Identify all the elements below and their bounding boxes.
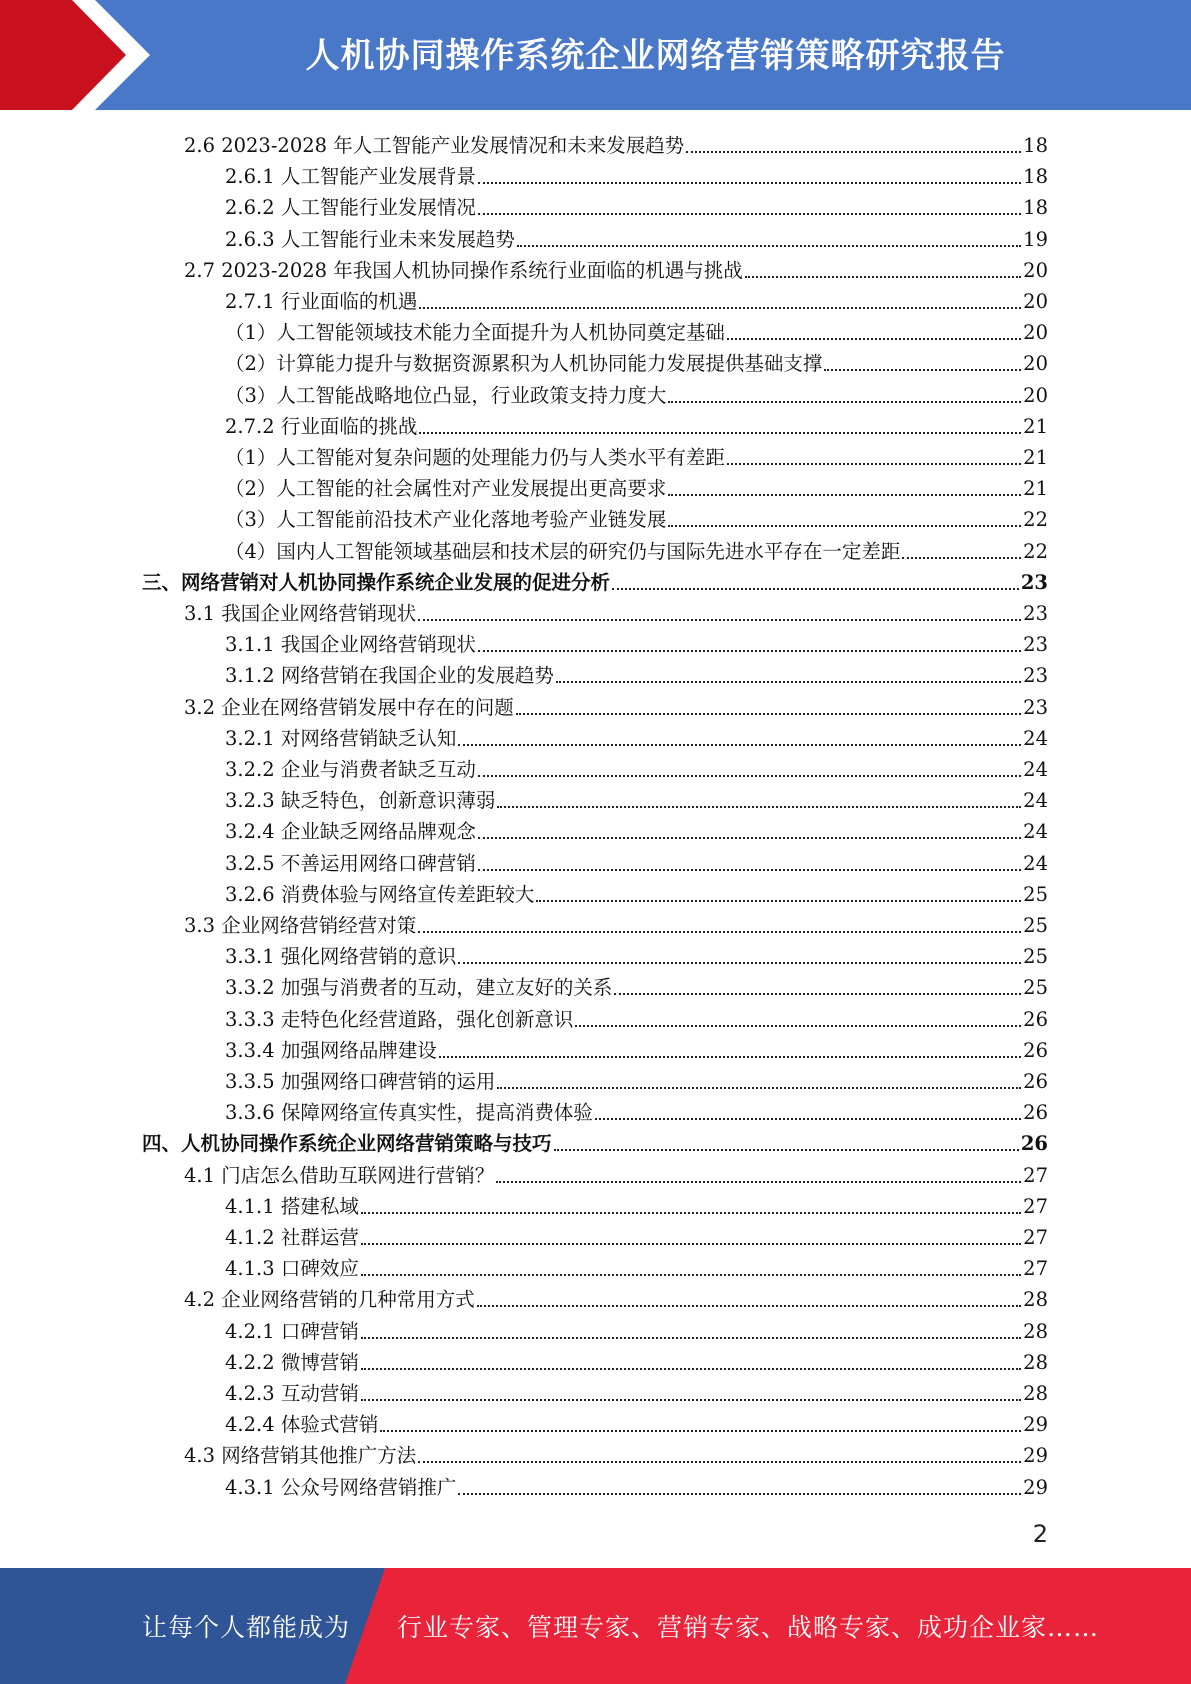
toc-entry[interactable]: [225, 1406, 1048, 1437]
toc-entry-label: （2）人工智能的社会属性对产业发展提出更高要求: [225, 477, 667, 501]
toc-entry[interactable]: [225, 751, 1048, 782]
toc-entry[interactable]: [225, 1313, 1048, 1344]
toc-dot-leader: [727, 338, 1021, 340]
toc-entry[interactable]: [225, 1469, 1048, 1500]
toc-entry-label: （4）国内人工智能领域基础层和技术层的研究仍与国际先进水平存在一定差距: [225, 539, 901, 563]
footer-slogan-right: 行业专家、管理专家、营销专家、战略专家、成功企业家……: [397, 1613, 1100, 1642]
toc-entry-label: 3.1 我国企业网络营销现状: [184, 602, 417, 625]
toc-entry[interactable]: [225, 408, 1048, 439]
toc-entry-label: 4.2.1 口碑营销: [225, 1319, 359, 1343]
toc-entry[interactable]: [184, 1281, 1048, 1312]
toc-entry[interactable]: [225, 782, 1048, 813]
toc-entry-page: 25: [1023, 882, 1048, 906]
toc-entry-page: 24: [1023, 758, 1048, 781]
toc-entry-page: 21: [1023, 414, 1048, 438]
toc-dot-leader: [575, 1025, 1021, 1027]
toc-dot-leader: [612, 588, 1019, 590]
toc-entry-page: 29: [1023, 1475, 1048, 1499]
toc-entry-page: 20: [1023, 383, 1048, 407]
toc-entry-label: 4.2.2 微博营销: [225, 1350, 359, 1374]
toc-entry[interactable]: [225, 1188, 1048, 1219]
toc-dot-leader: [668, 401, 1021, 403]
page-header: [0, 0, 1191, 110]
toc-entry-page: 28: [1023, 1350, 1048, 1374]
toc-entry-label: 4.3 网络营销其他推广方法: [184, 1444, 417, 1468]
toc-entry-label: 3.1.1 我国企业网络营销现状: [225, 633, 476, 657]
toc-entry[interactable]: [225, 938, 1048, 969]
toc-entry-label: 3.3.4 加强网络品牌建设: [225, 1038, 437, 1062]
toc-entry[interactable]: [225, 657, 1048, 688]
toc-entry[interactable]: [225, 1250, 1048, 1281]
toc-entry-page: 27: [1023, 1226, 1048, 1249]
toc-entry[interactable]: [184, 1437, 1048, 1468]
toc-entry[interactable]: [225, 969, 1048, 1000]
toc-entry[interactable]: [225, 1032, 1048, 1063]
toc-entry-page: 25: [1023, 914, 1048, 937]
toc-entry-label: 4.1 门店怎么借助互联网进行营销？: [184, 1163, 495, 1187]
toc-entry[interactable]: [225, 221, 1048, 252]
toc-entry[interactable]: [225, 470, 1048, 501]
toc-entry-page: 20: [1023, 321, 1048, 345]
toc-entry-page: 20: [1023, 352, 1048, 376]
toc-entry-label: 3.2.4 企业缺乏网络品牌观念: [225, 820, 476, 844]
toc-dot-leader: [668, 525, 1021, 527]
toc-entry[interactable]: [225, 720, 1048, 751]
toc-dot-leader: [361, 1243, 1021, 1245]
toc-entry-label: 3.2.3 缺乏特色，创新意识薄弱: [225, 789, 496, 813]
toc-entry-label: 3.3.2 加强与消费者的互动，建立友好的关系: [225, 976, 613, 1000]
toc-entry-label: 4.1.2 社群运营: [225, 1226, 359, 1249]
toc-entry-page: 23: [1023, 664, 1048, 688]
toc-entry[interactable]: [184, 689, 1048, 720]
toc-entry-label: 4.1.1 搭建私域: [225, 1194, 359, 1218]
toc-dot-leader: [614, 993, 1021, 995]
toc-dot-leader: [517, 245, 1021, 247]
toc-dot-leader: [361, 1212, 1021, 1214]
toc-dot-leader: [478, 775, 1021, 777]
toc-entry-label: 3.3.6 保障网络宣传真实性，提高消费体验: [225, 1101, 593, 1125]
toc-entry-page: 22: [1023, 508, 1048, 532]
toc-entry-label: 2.6.1 人工智能产业发展背景: [225, 165, 476, 189]
toc-entry[interactable]: [225, 158, 1048, 189]
toc-entry-page: 23: [1020, 570, 1048, 594]
toc-entry-page: 27: [1023, 1257, 1048, 1281]
toc-entry[interactable]: [184, 595, 1048, 626]
toc-entry-label: 2.6 2023-2028 年人工智能产业发展情况和未来发展趋势: [184, 134, 685, 157]
toc-entry-page: 24: [1023, 851, 1048, 875]
toc-entry[interactable]: [142, 564, 1048, 595]
toc-dot-leader: [380, 1430, 1021, 1432]
toc-dot-leader: [556, 681, 1021, 683]
toc-dot-leader: [595, 1118, 1021, 1120]
toc-entry-page: 28: [1023, 1288, 1048, 1312]
toc-dot-leader: [458, 744, 1021, 746]
toc-entry-page: 21: [1023, 446, 1048, 469]
toc-dot-leader: [458, 1493, 1021, 1495]
toc-entry-page: 18: [1023, 196, 1048, 220]
toc-dot-leader: [361, 1399, 1021, 1401]
toc-entry-page: 25: [1023, 976, 1048, 1000]
toc-dot-leader: [418, 619, 1021, 621]
toc-entry-page: 19: [1023, 227, 1048, 251]
toc-entry[interactable]: [225, 1344, 1048, 1375]
toc-dot-leader: [516, 713, 1021, 715]
toc-dot-leader: [497, 1087, 1021, 1089]
toc-entry-page: 29: [1023, 1413, 1048, 1437]
toc-entry-label: 3.3.1 强化网络营销的意识: [225, 945, 457, 969]
toc-entry[interactable]: [225, 283, 1048, 314]
toc-dot-leader: [478, 837, 1021, 839]
toc-entry-page: 23: [1023, 602, 1048, 625]
toc-entry[interactable]: [225, 189, 1048, 220]
toc-entry-page: 20: [1023, 258, 1048, 282]
toc-dot-leader: [419, 307, 1021, 309]
toc-dot-leader: [478, 182, 1021, 184]
toc-entry-page: 24: [1023, 789, 1048, 813]
toc-dot-leader: [478, 869, 1021, 871]
toc-dot-leader: [439, 1056, 1021, 1058]
toc-entry-page: 29: [1023, 1444, 1048, 1468]
toc-dot-leader: [418, 1461, 1021, 1463]
toc-dot-leader: [824, 369, 1021, 371]
toc-entry-page: 28: [1023, 1319, 1048, 1343]
toc-dot-leader: [419, 432, 1021, 434]
toc-entry-label: 2.7.1 行业面临的机遇: [225, 290, 418, 313]
toc-entry-label: 4.2 企业网络营销的几种常用方式: [184, 1288, 475, 1312]
toc-entry-label: 3.1.2 网络营销在我国企业的发展趋势: [225, 664, 554, 688]
toc-entry-page: 28: [1023, 1382, 1048, 1405]
toc-entry-label: 3.2 企业在网络营销发展中存在的问题: [184, 695, 514, 719]
toc-entry-label: 3.3.3 走特色化经营道路，强化创新意识: [225, 1007, 574, 1031]
toc-dot-leader: [361, 1368, 1021, 1370]
toc-entry-page: 18: [1023, 165, 1048, 189]
page-number: 2: [1032, 1520, 1048, 1548]
toc-entry-page: 27: [1023, 1194, 1048, 1218]
toc-entry-label: （1）人工智能对复杂问题的处理能力仍与人类水平有差距: [225, 446, 725, 469]
toc-entry[interactable]: [225, 533, 1048, 564]
toc-entry-page: 21: [1023, 477, 1048, 501]
toc-entry[interactable]: [225, 314, 1048, 345]
toc-entry-page: 27: [1023, 1163, 1048, 1187]
toc-entry-page: 26: [1023, 1038, 1048, 1062]
toc-entry-label: 3.2.5 不善运用网络口碑营销: [225, 851, 476, 875]
toc-dot-leader: [668, 494, 1021, 496]
toc-entry[interactable]: [225, 345, 1048, 376]
toc-entry-label: 3.3.5 加强网络口碑营销的运用: [225, 1070, 496, 1093]
toc-dot-leader: [902, 557, 1021, 559]
toc-dot-leader: [497, 806, 1021, 808]
toc-entry-page: 26: [1020, 1132, 1048, 1156]
toc-entry-label: （2）计算能力提升与数据资源累积为人机协同能力发展提供基础支撑: [225, 352, 823, 376]
toc-dot-leader: [496, 1181, 1021, 1183]
toc-entry[interactable]: [184, 127, 1048, 158]
toc-entry[interactable]: [225, 626, 1048, 657]
toc-entry-label: 3.2.2 企业与消费者缺乏互动: [225, 758, 476, 781]
toc-dot-leader: [418, 931, 1021, 933]
toc-dot-leader: [477, 1305, 1021, 1307]
toc-dot-leader: [686, 151, 1021, 153]
toc-entry-page: 22: [1023, 539, 1048, 563]
toc-entry-page: 26: [1023, 1070, 1048, 1093]
toc-entry-label: 3.2.6 消费体验与网络宣传差距较大: [225, 882, 535, 906]
toc-dot-leader: [727, 463, 1021, 465]
toc-entry[interactable]: [225, 813, 1048, 844]
toc-entry-label: 三、网络营销对人机协同操作系统企业发展的促进分析: [142, 570, 611, 594]
toc-entry-label: （1）人工智能领域技术能力全面提升为人机协同奠定基础: [225, 321, 725, 345]
toc-entry[interactable]: [225, 876, 1048, 907]
toc-entry-label: 4.2.3 互动营销: [225, 1382, 359, 1405]
toc-entry-page: 25: [1023, 945, 1048, 969]
toc-dot-leader: [536, 900, 1021, 902]
toc-dot-leader: [478, 650, 1021, 652]
toc-entry[interactable]: [225, 1375, 1048, 1406]
toc-dot-leader: [458, 962, 1021, 964]
toc-entry-page: 24: [1023, 820, 1048, 844]
toc-entry-page: 26: [1023, 1101, 1048, 1125]
toc-entry[interactable]: [225, 1219, 1048, 1250]
toc-entry-label: 2.6.2 人工智能行业发展情况: [225, 196, 476, 220]
toc-entry-page: 26: [1023, 1007, 1048, 1031]
toc-entry-label: 2.7.2 行业面临的挑战: [225, 414, 418, 438]
toc-entry[interactable]: [142, 1125, 1048, 1156]
toc-entry[interactable]: [225, 377, 1048, 408]
toc-entry[interactable]: [184, 1157, 1048, 1188]
toc-entry[interactable]: [184, 252, 1048, 283]
toc-entry[interactable]: [184, 907, 1048, 938]
toc-entry-page: 20: [1023, 290, 1048, 313]
toc-entry-label: （3）人工智能战略地位凸显，行业政策支持力度大: [225, 383, 667, 407]
toc-entry[interactable]: [225, 845, 1048, 876]
page-footer: [0, 1568, 1191, 1684]
toc-dot-leader: [361, 1274, 1021, 1276]
toc-entry[interactable]: [225, 1001, 1048, 1032]
toc-entry-page: 23: [1023, 633, 1048, 657]
toc-entry[interactable]: [225, 439, 1048, 470]
toc-entry-label: 4.2.4 体验式营销: [225, 1413, 379, 1437]
toc-entry[interactable]: [225, 1063, 1048, 1094]
toc-entry-label: 2.7 2023-2028 年我国人机协同操作系统行业面临的机遇与挑战: [184, 258, 743, 282]
toc-dot-leader: [478, 213, 1021, 215]
toc-entry-page: 24: [1023, 726, 1048, 750]
toc-entry-page: 23: [1023, 695, 1048, 719]
report-title: 人机协同操作系统企业网络营销策略研究报告: [305, 36, 1006, 76]
toc-entry-page: 18: [1023, 134, 1048, 157]
toc-entry-label: 2.6.3 人工智能行业未来发展趋势: [225, 227, 515, 251]
toc-dot-leader: [554, 1149, 1019, 1151]
toc-entry-label: 4.3.1 公众号网络营销推广: [225, 1475, 457, 1499]
toc-entry-label: 3.3 企业网络营销经营对策: [184, 914, 417, 937]
toc-dot-leader: [745, 276, 1021, 278]
footer-slogan-left: 让每个人都能成为: [142, 1613, 351, 1642]
toc-entry-label: （3）人工智能前沿技术产业化落地考验产业链发展: [225, 508, 667, 532]
toc-entry[interactable]: [225, 1094, 1048, 1125]
toc-entry[interactable]: [225, 501, 1048, 532]
toc-dot-leader: [361, 1337, 1021, 1339]
toc-entry-label: 4.1.3 口碑效应: [225, 1257, 359, 1281]
toc-entry-label: 四、人机协同操作系统企业网络营销策略与技巧: [142, 1132, 552, 1156]
toc-entry-label: 3.2.1 对网络营销缺乏认知: [225, 726, 457, 750]
